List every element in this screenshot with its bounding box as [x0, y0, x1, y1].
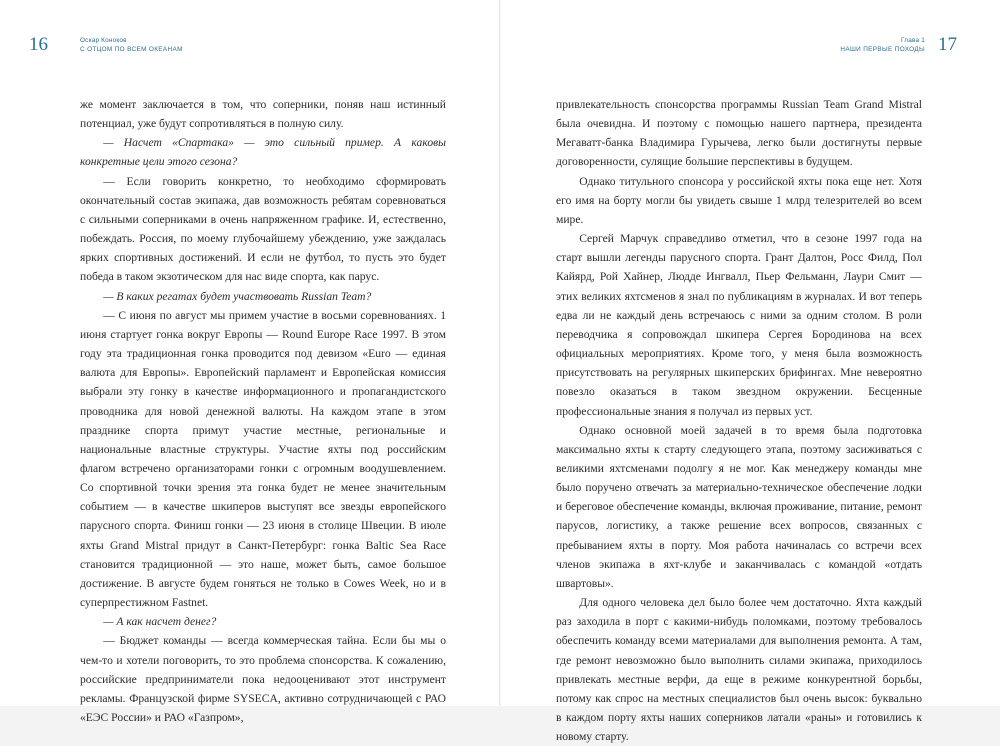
paragraph: Однако основной моей задачей в то время была подготовка максимально яхты к старту следующего этапа, поэтому засиживаться с великими яхтсменами подолгу я не мог. Как менеджеру команды мне было поручено отвечать за материально-техническое обеспечение лодки и береговое обеспечение команды, включая проживание, питание, ремонт парусов, логистику, а также решение всех вопросов, связанных с пребыванием яхты в порту. Моя работа начиналась со встречи всех членов экипажа в яхт-клубе и заканчивалась с командой «отдать швартовы».	[556, 423, 922, 590]
paragraph: Однако титульного спонсора у российской яхты пока еще нет. Хотя его имя на борту могли бы увидеть свыше 1 млрд телезрителей во всем мире.	[556, 174, 922, 226]
left-page-number: 16	[29, 34, 48, 55]
paragraph: — Если говорить конкретно, то необходимо сформировать окончательный состав экипажа, дав возможность ребятам соревноваться с сильными соперниками в очень напряженном графике. И, естественно, побеждать. Россия, по моему глубочайшему убеждению, уже заждалась ярких спортивных достижений. И если не футбол, то пусть это будет победа в таком экзотическом для нас виде спорта, как парус.	[80, 174, 446, 284]
running-head-book-title: С ОТЦОМ ПО ВСЕМ ОКЕАНАМ	[80, 45, 183, 53]
paragraph: же момент заключается в том, что соперники, поняв наш истинный потенциал, уже будут сопротивляться в полную силу.	[80, 98, 446, 131]
right-page-text	[556, 95, 922, 746]
running-head-chapter: Глава 1	[901, 37, 925, 44]
paragraph: Для одного человека дел было более чем достаточно. Яхта каждый раз заходила в порт с какими-нибудь поломками, поэтому требовалось обеспечить команду всеми материалами для выполнения ремонта. А там, где ремонт невозможно было выполнить силами экипажа, приходилось привлекать местные верфи, да еще в режиме конкурентной борьбы, потому как спрос на местных специалистов был очень высок: буквально в каждом порту яхты наших соперников латали «раны» и готовились к новому старту.	[556, 596, 922, 744]
book-gutter	[499, 0, 501, 706]
left-running-head	[80, 37, 183, 54]
running-head-author: Оскар Коноков	[80, 37, 127, 44]
right-running-head	[840, 37, 925, 54]
right-page-number: 17	[938, 34, 957, 55]
left-page-text	[80, 95, 446, 727]
paragraph: — Бюджет команды — всегда коммерческая тайна. Если бы мы о чем-то и хотели поговорить, то это проблема спонсорства. К сожалению, российские предприниматели пока недооценивают этот инструмент рекламы. Французской фирме SYSECA, активно сотрудничающей с РАО «ЕЭС России» и РАО «Газпром»,	[80, 634, 446, 724]
paragraph: — С июня по август мы примем участие в восьми соревнованиях. 1 июня стартует гонка вокруг Европы — Round Europe Race 1997. В этом году эта традиционная гонка проводится под девизом «Euro — единая валюта для Европы». Европейский парламент и Европейская комиссия выбрали эту гонку в качестве информационного и пропагандистского проводника для новой денежной валюты. На каждом этапе в этом празднике спорта примут участие местные, региональные и национальные властные структуры. Участие яхты под российским флагом встречено организаторами гонки с огромным воодушевлением. Со спортивной точки зрения эта гонка будет не менее значительным событием — в качестве шкиперов выступят все звезды европейского парусного спорта. Финиш гонки — 23 июня в столице Швеции. В июле яхты Grand Mistral придут в Санкт-Петербург: гонка Baltic Sea Race становится традиционной — это наше, может быть, самое большое достижение. В августе будем гоняться не только в Cowes Week, но и в суперпрестижном Fastnet.	[80, 308, 446, 610]
paragraph-question: — А как насчет денег?	[103, 615, 217, 629]
paragraph-question: — В каких регатах будет участвовать Russian Team?	[103, 289, 372, 303]
paragraph: привлекательность спонсорства программы Russian Team Grand Mistral была очевидна. И поэтому с помощью нашего партнера, президента Мегаватт-банка Владимира Гурычева, легко были достигнуты первые договоренности, сулящие большие перспективы в будущем.	[556, 98, 922, 169]
paragraph-question: — Насчет «Спартака» — это сильный пример. А каковы конкретные цели этого сезона?	[80, 136, 446, 169]
running-head-chapter-title: НАШИ ПЕРВЫЕ ПОХОДЫ	[840, 45, 925, 53]
paragraph: Сергей Марчук справедливо отметил, что в сезоне 1997 года на старт вышли легенды парусного спорта. Грант Далтон, Росс Филд, Пол Кайярд, Рой Хайнер, Людде Ингвалл, Пьер Фельманн, Лаури Смит — этих великих яхтсменов я знал по публикациям в журналах. И вот теперь едва ли не каждый день встречаюсь с ними за одним столом. В роли переводчика я сопровождал шкипера Сергея Бородинова на всех официальных мероприятиях. Кроме того, у меня была возможность присутствовать на регулярных шкиперских брифингах. Мне невероятно повезло оказаться в таком звездном окружении. Бесценные профессиональные знания я получал из первых уст.	[556, 232, 922, 418]
